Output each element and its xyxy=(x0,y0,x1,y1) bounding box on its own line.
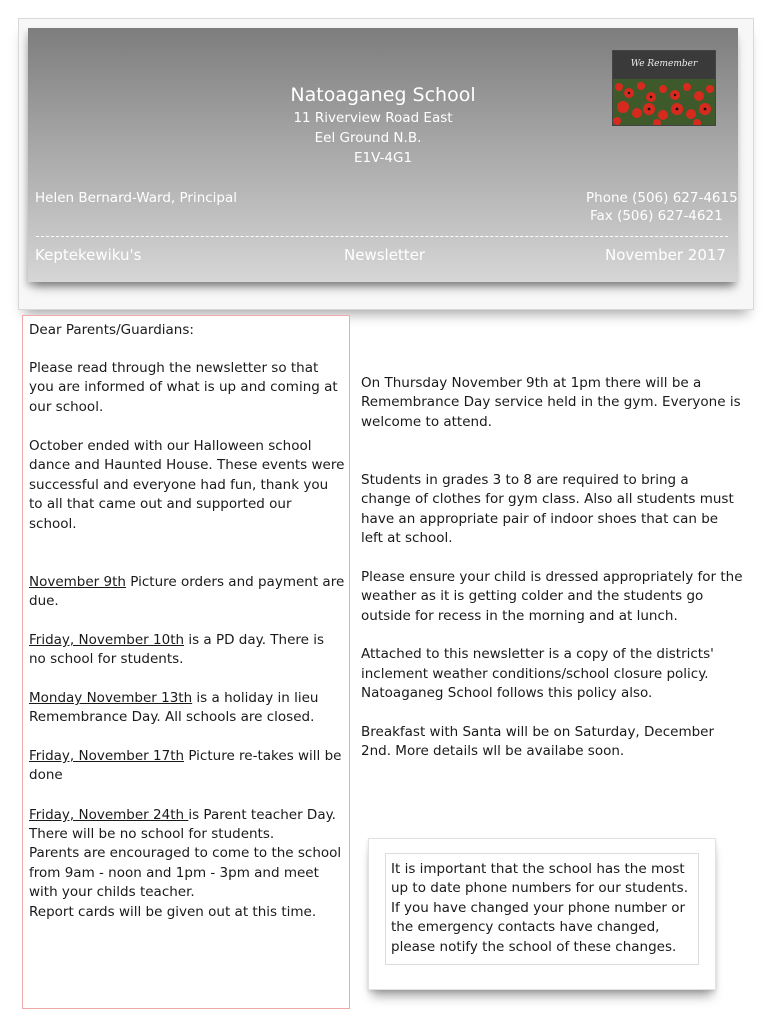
gym-line: have an appropriate pair of indoor shoes that can be xyxy=(361,511,719,527)
remembrance-line: Remembrance Day service held in the gym. Everyone is xyxy=(361,394,741,410)
event-text: is a PD day. There is xyxy=(184,632,325,648)
santa-line: 2nd. More details wll be availabe soon. xyxy=(361,743,625,759)
notice-line: up to date phone numbers for our students. xyxy=(391,880,688,896)
intro-line: Please read through the newsletter so that xyxy=(29,360,319,376)
policy-line: inclement weather conditions/school closure policy. xyxy=(361,666,709,682)
parents-note-line: Report cards will be given out at this time. xyxy=(29,904,317,920)
weather-line: outside for recess in the morning and at lunch. xyxy=(361,608,678,624)
policy-line: Natoaganeg School follows this policy also. xyxy=(361,685,653,701)
phone-number: Phone (506) 627-4615 xyxy=(586,190,738,206)
event-date: Friday, November 10th xyxy=(29,632,185,648)
event-item xyxy=(29,631,324,651)
october-line: successful and everyone had fun, thank you xyxy=(29,477,329,493)
october-line: October ended with our Halloween school xyxy=(29,438,312,454)
gym-line: left at school. xyxy=(361,530,453,546)
event-text-line2: due. xyxy=(29,593,59,609)
header-divider xyxy=(36,236,728,237)
postal-code: E1V-4G1 xyxy=(353,150,413,166)
newsletter-title: Newsletter xyxy=(344,246,426,264)
gym-line: change of clothes for gym class. Also all students must xyxy=(361,491,734,507)
october-line: to all that came out and supported our xyxy=(29,496,292,512)
school-name: Natoaganeg School xyxy=(290,84,476,106)
event-item xyxy=(29,573,344,593)
fax-number: Fax (506) 627-4621 xyxy=(590,208,723,224)
notice-line: the emergency contacts have changed, xyxy=(391,919,660,935)
notice-line: It is important that the school has the most xyxy=(391,861,685,877)
gym-line: Students in grades 3 to 8 are required to bring a xyxy=(361,472,689,488)
event-date: November 9th xyxy=(29,574,126,590)
phone-update-notice xyxy=(368,838,716,990)
santa-line: Breakfast with Santa will be on Saturday, December xyxy=(361,724,715,740)
event-item xyxy=(29,747,341,767)
remembrance-poster-image xyxy=(612,50,716,126)
newsletter-header xyxy=(28,28,738,282)
address-line-1: 11 Riverview Road East xyxy=(293,110,453,126)
event-text-line2: Remembrance Day. All schools are closed. xyxy=(29,709,315,725)
event-text-line2: There will be no school for students. xyxy=(29,826,275,842)
notice-line: If you have changed your phone number or xyxy=(391,900,686,916)
policy-line: Attached to this newsletter is a copy of the districts' xyxy=(361,646,714,662)
event-text: is a holiday in lieu xyxy=(192,690,319,706)
event-date: Friday, November 17th xyxy=(29,748,185,764)
newsletter-name: Keptekewiku's xyxy=(35,246,142,264)
newsletter-date: November 2017 xyxy=(605,246,726,264)
october-line: school. xyxy=(29,516,77,532)
parents-note-line: Parents are encouraged to come to the school xyxy=(29,845,342,861)
weather-line: weather as it is getting colder and the students go xyxy=(361,588,704,604)
event-text: Picture orders and payment are xyxy=(125,574,345,590)
intro-line: our school. xyxy=(29,399,104,415)
event-text: is Parent teacher Day. xyxy=(188,807,336,823)
event-item xyxy=(29,689,318,709)
principal-name: Helen Bernard-Ward, Principal xyxy=(35,190,238,206)
intro-line: you are informed of what is up and coming at xyxy=(29,379,338,395)
event-date: Friday, November 24th xyxy=(29,807,189,823)
notice-line: please notify the school of these changes. xyxy=(391,939,677,955)
event-text-line2: no school for students. xyxy=(29,651,184,667)
address-line-2: Eel Ground N.B. xyxy=(314,130,422,146)
event-date: Monday November 13th xyxy=(29,690,193,706)
parents-note-line: from 9am - noon and 1pm - 3pm and meet xyxy=(29,865,319,881)
event-text-line2: done xyxy=(29,767,63,783)
event-item xyxy=(29,806,336,826)
poster-caption: We Remember xyxy=(630,59,698,69)
greeting: Dear Parents/Guardians: xyxy=(29,322,194,338)
october-line: dance and Haunted House. These events were xyxy=(29,457,345,473)
remembrance-line: On Thursday November 9th at 1pm there will be a xyxy=(361,375,702,391)
parents-note-line: with your childs teacher. xyxy=(29,884,195,900)
remembrance-line: welcome to attend. xyxy=(361,414,492,430)
weather-line: Please ensure your child is dressed appropriately for the xyxy=(361,569,743,585)
event-text: Picture re-takes will be xyxy=(184,748,342,764)
